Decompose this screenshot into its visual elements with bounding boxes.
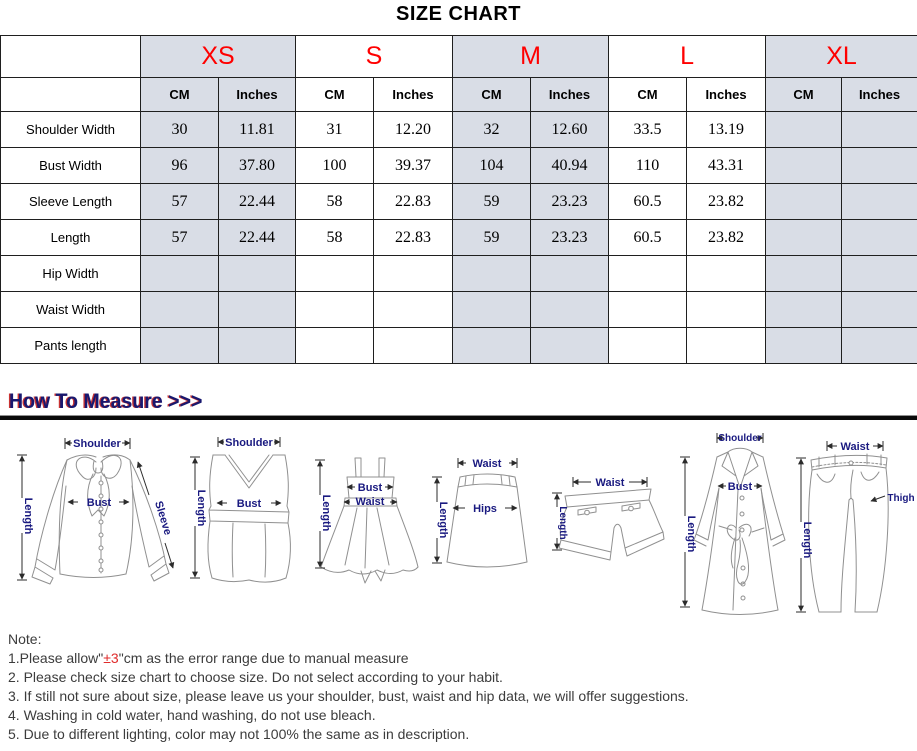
note-1-post: "cm as the error range due to manual measure xyxy=(118,650,409,666)
tank-top-diagram xyxy=(185,428,315,590)
value-cell: 104 xyxy=(453,148,531,184)
value-cell xyxy=(842,256,917,292)
value-cell: 22.44 xyxy=(219,220,296,256)
unit-header-cm: CM xyxy=(296,78,374,112)
cami-dress-diagram xyxy=(305,440,420,590)
value-cell: 60.5 xyxy=(609,184,687,220)
blouse-shoulder-label: Shoulder xyxy=(73,438,121,450)
blouse-measure-lines xyxy=(17,438,173,580)
pants-drawing xyxy=(809,454,888,612)
note-line-4: 4. Washing in cold water, hand washing, do not use bleach. xyxy=(8,707,376,723)
value-cell: 33.5 xyxy=(609,112,687,148)
value-cell xyxy=(687,292,766,328)
table-row-length xyxy=(1,220,917,256)
how-to-measure-heading: How To Measure >>> xyxy=(9,390,203,413)
value-cell: 12.20 xyxy=(374,112,453,148)
row-label: Sleeve Length xyxy=(1,184,141,220)
value-cell xyxy=(374,256,453,292)
row-label: Pants length xyxy=(1,328,141,364)
value-cell xyxy=(219,328,296,364)
table-row-waist-width xyxy=(1,292,917,328)
size-header-s: S xyxy=(296,36,453,78)
value-cell xyxy=(766,328,842,364)
value-cell xyxy=(453,256,531,292)
row-label: Length xyxy=(1,220,141,256)
cami-bust-label: Bust xyxy=(357,482,383,494)
value-cell xyxy=(296,256,374,292)
value-cell: 58 xyxy=(296,184,374,220)
value-cell xyxy=(687,328,766,364)
blouse-sleeve-label: Sleeve xyxy=(152,499,174,537)
value-cell xyxy=(766,292,842,328)
cami-dress-drawing xyxy=(321,458,418,583)
value-cell xyxy=(219,256,296,292)
value-cell xyxy=(531,328,609,364)
value-cell: 22.44 xyxy=(219,184,296,220)
pants-length-label: Length xyxy=(801,521,813,559)
unit-header-cm: CM xyxy=(141,78,219,112)
note-line-1 xyxy=(8,649,908,668)
value-cell xyxy=(219,292,296,328)
shorts-diagram xyxy=(548,468,670,568)
value-cell: 110 xyxy=(609,148,687,184)
value-cell: 23.82 xyxy=(687,220,766,256)
value-cell: 23.23 xyxy=(531,184,609,220)
pants-diagram xyxy=(795,430,917,620)
value-cell: 22.83 xyxy=(374,184,453,220)
value-cell xyxy=(766,112,842,148)
coat-shoulder-label: Shoulder xyxy=(718,433,762,444)
unit-header-inches: Inches xyxy=(531,78,609,112)
note-line-5: 5. Due to different lighting, color may not 100% the same as in description. xyxy=(8,726,470,742)
table-row-bust-width xyxy=(1,148,917,184)
blouse-length-label: Length xyxy=(22,497,34,535)
value-cell xyxy=(609,256,687,292)
unit-header-inches: Inches xyxy=(687,78,766,112)
value-cell xyxy=(842,148,917,184)
value-cell: 31 xyxy=(296,112,374,148)
value-cell xyxy=(609,292,687,328)
note-1-pre: 1.Please allow" xyxy=(8,650,104,666)
section-divider xyxy=(0,415,917,420)
value-cell: 58 xyxy=(296,220,374,256)
value-cell: 57 xyxy=(141,220,219,256)
blouse-bust-label: Bust xyxy=(86,497,112,509)
value-cell xyxy=(766,220,842,256)
unit-header-inches: Inches xyxy=(219,78,296,112)
value-cell: 40.94 xyxy=(531,148,609,184)
value-cell: 23.82 xyxy=(687,184,766,220)
blouse-diagram xyxy=(8,428,188,630)
value-cell xyxy=(531,256,609,292)
value-cell: 13.19 xyxy=(687,112,766,148)
value-cell xyxy=(141,292,219,328)
skirt-drawing xyxy=(447,474,527,567)
pants-waist-label: Waist xyxy=(840,441,870,453)
row-label: Waist Width xyxy=(1,292,141,328)
unit-header-cm: CM xyxy=(453,78,531,112)
value-cell xyxy=(842,292,917,328)
size-header-xs: XS xyxy=(141,36,296,78)
value-cell xyxy=(296,292,374,328)
corner-cell xyxy=(1,78,141,112)
skirt-diagram xyxy=(425,450,535,575)
value-cell xyxy=(453,328,531,364)
size-header-l: L xyxy=(609,36,766,78)
unit-header-cm: CM xyxy=(766,78,842,112)
row-label: Hip Width xyxy=(1,256,141,292)
shorts-length-label: Length xyxy=(557,506,568,540)
value-cell xyxy=(141,328,219,364)
value-cell xyxy=(141,256,219,292)
tank-shoulder-label: Shoulder xyxy=(225,437,273,449)
value-cell: 23.23 xyxy=(531,220,609,256)
page-title: SIZE CHART xyxy=(396,3,521,25)
table-row-hip-width xyxy=(1,256,917,292)
shorts-waist-label: Waist xyxy=(595,477,625,489)
tank-top-drawing xyxy=(208,455,291,582)
unit-header-inches: Inches xyxy=(374,78,453,112)
unit-header-cm: CM xyxy=(609,78,687,112)
value-cell xyxy=(842,112,917,148)
value-cell: 37.80 xyxy=(219,148,296,184)
skirt-length-label: Length xyxy=(437,501,449,539)
value-cell xyxy=(453,292,531,328)
table-row-shoulder-width xyxy=(1,112,917,148)
value-cell: 11.81 xyxy=(219,112,296,148)
value-cell: 39.37 xyxy=(374,148,453,184)
coat-diagram xyxy=(672,428,812,623)
value-cell: 22.83 xyxy=(374,220,453,256)
value-cell xyxy=(374,292,453,328)
blouse-drawing xyxy=(32,455,169,584)
notes-heading: Note: xyxy=(8,631,42,647)
value-cell: 59 xyxy=(453,220,531,256)
size-table xyxy=(0,35,917,364)
value-cell xyxy=(374,328,453,364)
unit-header-inches: Inches xyxy=(842,78,917,112)
value-cell: 100 xyxy=(296,148,374,184)
size-header-xl: XL xyxy=(766,36,917,78)
note-line-2: 2. Please check size chart to choose size. Do not select according to your habit. xyxy=(8,669,503,685)
unit-header-row xyxy=(1,78,917,112)
note-1-tolerance: ±3 xyxy=(103,650,119,666)
corner-cell xyxy=(1,36,141,78)
shorts-drawing xyxy=(559,489,664,560)
value-cell: 60.5 xyxy=(609,220,687,256)
size-header-m: M xyxy=(453,36,609,78)
skirt-hips-label: Hips xyxy=(473,503,497,515)
value-cell xyxy=(296,328,374,364)
cami-waist-label: Waist xyxy=(355,496,385,508)
tank-bust-label: Bust xyxy=(236,498,262,510)
value-cell xyxy=(842,220,917,256)
value-cell: 57 xyxy=(141,184,219,220)
coat-drawing xyxy=(694,448,785,614)
value-cell: 43.31 xyxy=(687,148,766,184)
table-row-pants-length xyxy=(1,328,917,364)
skirt-waist-label: Waist xyxy=(472,458,502,470)
size-header-row xyxy=(1,36,917,78)
tank-length-label: Length xyxy=(195,489,207,527)
value-cell xyxy=(766,184,842,220)
coat-length-label: Length xyxy=(685,515,697,553)
value-cell xyxy=(609,328,687,364)
pants-thigh-label: Thigh xyxy=(887,493,915,504)
row-label: Bust Width xyxy=(1,148,141,184)
note-line-3: 3. If still not sure about size, please leave us your shoulder, bust, waist and hip data, we will offer suggestions. xyxy=(8,688,689,704)
row-label: Shoulder Width xyxy=(1,112,141,148)
value-cell: 30 xyxy=(141,112,219,148)
value-cell xyxy=(842,328,917,364)
value-cell xyxy=(842,184,917,220)
value-cell: 32 xyxy=(453,112,531,148)
value-cell xyxy=(766,256,842,292)
cami-length-label: Length xyxy=(320,494,332,532)
value-cell xyxy=(687,256,766,292)
table-row-sleeve-length xyxy=(1,184,917,220)
value-cell xyxy=(531,292,609,328)
coat-bust-label: Bust xyxy=(727,481,753,493)
value-cell: 59 xyxy=(453,184,531,220)
value-cell xyxy=(766,148,842,184)
value-cell: 12.60 xyxy=(531,112,609,148)
value-cell: 96 xyxy=(141,148,219,184)
notes-section xyxy=(8,630,908,744)
